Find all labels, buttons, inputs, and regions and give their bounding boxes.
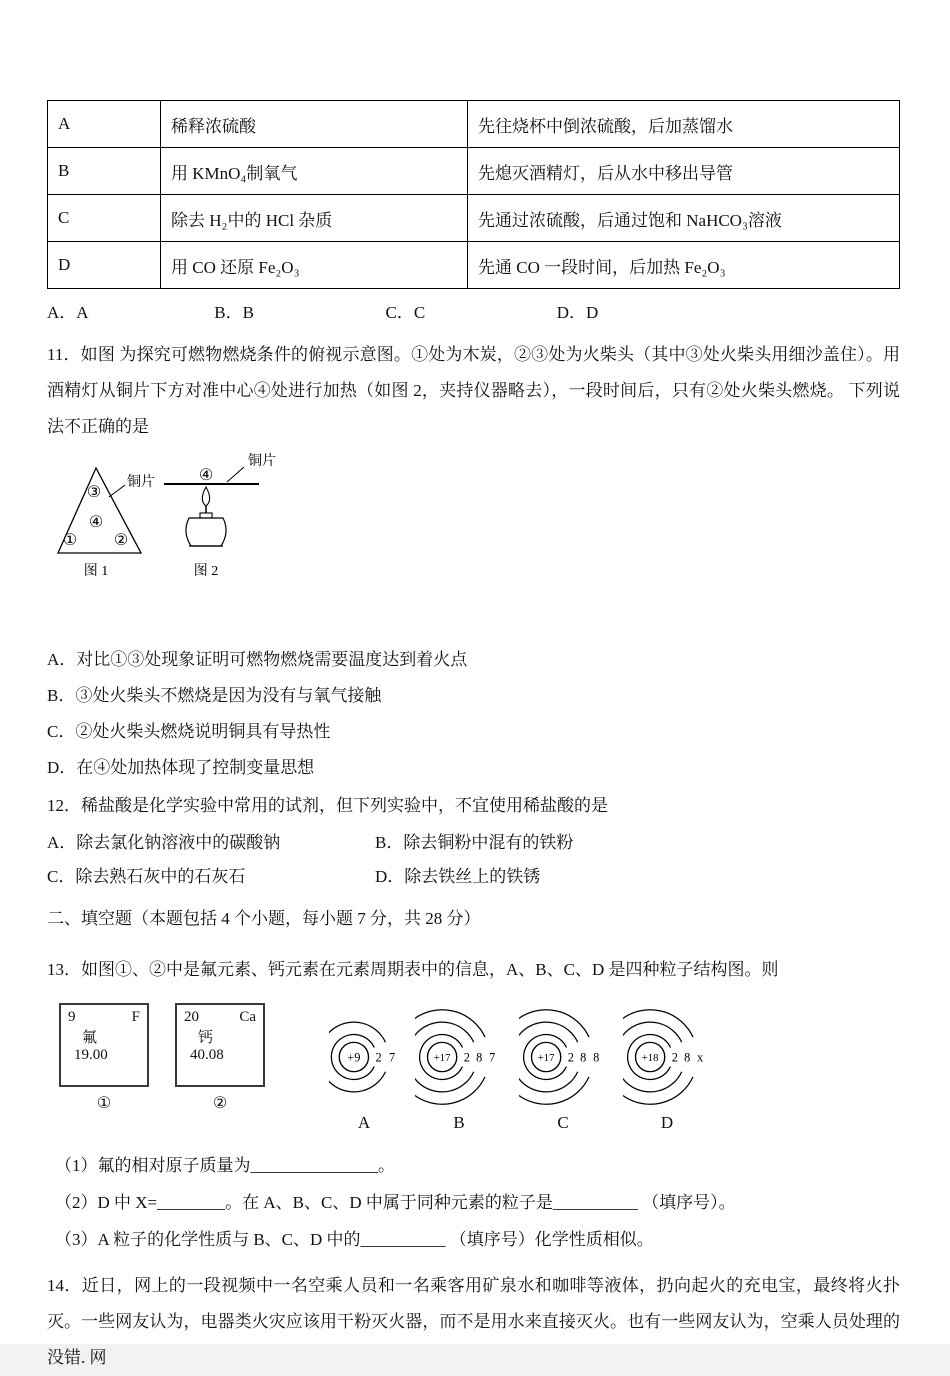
question-13-blanks xyxy=(47,1147,900,1258)
row-experiment: 稀释浓硫酸 xyxy=(161,101,468,148)
row-option: C xyxy=(48,195,161,242)
lamp-body xyxy=(186,518,226,546)
row-option: B xyxy=(48,148,161,195)
row-option: D xyxy=(48,242,161,289)
fig1-copper-label: 铜片 xyxy=(127,475,155,490)
row-experiment: 用 KMnO₄制氧气 xyxy=(161,148,468,195)
particle-A-label: A xyxy=(357,1113,371,1132)
q13-blank-1: （1）氟的相对原子质量为_______________。 xyxy=(55,1156,395,1175)
q12-option-d: D．除去铁丝上的铁锈 xyxy=(375,867,541,886)
fig2-copper-pointer-line xyxy=(227,467,244,482)
question-11-options xyxy=(47,642,900,786)
row-operation: 先往烧杯中倒浓硫酸，后加蒸馏水 xyxy=(468,101,900,148)
particle-B-shell-3: 7 xyxy=(489,1050,496,1065)
element-name: 氟 xyxy=(82,1030,98,1046)
answer-choice-b: B．B xyxy=(214,303,254,322)
q12-option-b: B．除去铜粉中混有的铁粉 xyxy=(375,833,574,852)
particle-D-nucleus: +18 xyxy=(641,1051,659,1064)
particle-A-shell-1: 2 xyxy=(375,1050,382,1065)
row-experiment: 用 CO 还原 Fe₂O₃ xyxy=(161,242,468,289)
element-cell-fluorine-wrap xyxy=(59,1003,149,1113)
element-cell-calcium-wrap xyxy=(175,1003,265,1113)
element-number: 20 xyxy=(184,1009,199,1025)
particle-D-diagram xyxy=(623,1003,711,1111)
particle-A-diagram xyxy=(329,1003,399,1111)
particle-B-nucleus: +17 xyxy=(433,1051,451,1064)
particle-C-label: C xyxy=(557,1113,569,1132)
question-11-figure xyxy=(51,453,900,598)
particle-B-shell-2: 8 xyxy=(476,1050,483,1065)
question-13-figure xyxy=(59,1003,900,1133)
answer-choices-row xyxy=(47,298,900,323)
element-number: 9 xyxy=(68,1009,76,1025)
q13-blank-2: （2）D 中 X=________。在 A、B、C、D 中属于同种元素的粒子是__________ （填序号）。 xyxy=(55,1193,736,1212)
element-symbol: Ca xyxy=(239,1009,256,1025)
answer-choice-d: D．D xyxy=(556,303,599,322)
particle-C-nucleus: +17 xyxy=(537,1051,555,1064)
question-14-stem: 14．近日，网上的一段视频中一名空乘人员和一名乘客用矿泉水和咖啡等液体，扔向起火的充电宝，最终将火扑灭。一些网友认为，电器类火灾应该用干粉灭火器，而不是用水来直接灭火。也有一些网友认为，空乘人员处理的没错. 网 xyxy=(47,1276,900,1367)
q11-option-c: C．②处火柴头燃烧说明铜具有导热性 xyxy=(47,722,331,741)
row-operation: 先熄灭酒精灯，后从水中移出导管 xyxy=(468,148,900,195)
element-cell-fluorine xyxy=(59,1003,149,1087)
element-mass: 40.08 xyxy=(190,1047,224,1063)
lamp-neck xyxy=(200,513,212,518)
element-tag-1: ① xyxy=(96,1095,112,1112)
fig1-position-4: ④ xyxy=(88,514,104,531)
fig1-position-2: ② xyxy=(113,532,129,549)
question-table xyxy=(47,100,900,289)
particle-A xyxy=(329,1003,399,1133)
question-11-stem: 11．如图 为探究可燃物燃烧条件的俯视示意图。①处为木炭，②③处为火柴头（其中③处火柴头用细沙盖住）。用酒精灯从铜片下方对准中心④处进行加热（如图 2，夹持仪器略去），一段时间后，只有②处火柴头燃烧。 下列说法不正确的是 xyxy=(47,345,900,436)
lamp-flame xyxy=(202,487,210,506)
table-row xyxy=(48,148,900,195)
particle-D-shell-1: 2 xyxy=(671,1050,678,1065)
question-12-stem: 12．稀盐酸是化学实验中常用的试剂，但下列实验中，不宜使用稀盐酸的是 xyxy=(47,796,608,815)
q12-option-c: C．除去熟石灰中的石灰石 xyxy=(47,867,246,886)
answer-choice-c: C．C xyxy=(385,303,426,322)
table-row xyxy=(48,195,900,242)
element-cell-calcium xyxy=(175,1003,265,1087)
element-symbol: F xyxy=(131,1009,140,1025)
fig2-copper-label: 铜片 xyxy=(248,454,276,469)
q13-blank-3: （3）A 粒子的化学性质与 B、C、D 中的__________ （填序号）化学性质相似。 xyxy=(55,1230,654,1249)
particle-B xyxy=(415,1003,503,1133)
question-12-options xyxy=(47,826,900,894)
fig1-caption: 图 1 xyxy=(83,564,109,579)
fig2-caption: 图 2 xyxy=(193,564,219,579)
question-13-stem: 13．如图①、②中是氟元素、钙元素在元素周期表中的信息，A、B、C、D 是四种粒子结构图。则 xyxy=(47,960,779,979)
particle-C-shell-1: 2 xyxy=(567,1050,574,1065)
element-tag-2: ② xyxy=(212,1095,228,1112)
fig1-position-3: ③ xyxy=(86,484,102,501)
section-2-header: 二、填空题（本题包括 4 个小题，每小题 7 分，共 28 分） xyxy=(47,909,481,928)
particle-C xyxy=(519,1003,607,1133)
particle-A-nucleus: +9 xyxy=(347,1050,361,1065)
particle-C-diagram xyxy=(519,1003,607,1111)
particle-B-shell-1: 2 xyxy=(463,1050,470,1065)
row-option: A xyxy=(48,101,161,148)
row-operation: 先通过浓硫酸，后通过饱和 NaHCO₃溶液 xyxy=(468,195,900,242)
table-row xyxy=(48,101,900,148)
particle-D-label: D xyxy=(660,1113,674,1132)
particle-D-shell-3: x xyxy=(697,1050,704,1065)
particle-B-diagram xyxy=(415,1003,503,1111)
table-row xyxy=(48,242,900,289)
element-mass: 19.00 xyxy=(74,1047,108,1063)
element-name: 钙 xyxy=(198,1030,214,1046)
row-experiment: 除去 H₂中的 HCl 杂质 xyxy=(161,195,468,242)
fig1-position-1: ① xyxy=(62,532,78,549)
particle-D-shell-2: 8 xyxy=(684,1050,691,1065)
particle-B-label: B xyxy=(453,1113,465,1132)
q11-option-b: B．③处火柴头不燃烧是因为没有与氧气接触 xyxy=(47,686,382,705)
particle-A-shell-2: 7 xyxy=(389,1050,396,1065)
combustion-experiment-diagram xyxy=(51,453,351,593)
particle-C-shell-2: 8 xyxy=(580,1050,587,1065)
answer-choice-a: A．A xyxy=(47,303,89,322)
particle-D xyxy=(623,1003,711,1133)
particle-diagrams xyxy=(329,1003,711,1133)
row-operation: 先通 CO 一段时间，后加热 Fe₂O₃ xyxy=(468,242,900,289)
q11-option-a: A．对比①③处现象证明可燃物燃烧需要温度达到着火点 xyxy=(47,650,468,669)
q11-option-d: D．在④处加热体现了控制变量思想 xyxy=(47,758,315,777)
particle-C-shell-3: 8 xyxy=(593,1050,600,1065)
fig2-position-4: ④ xyxy=(198,467,214,484)
q12-option-a: A．除去氯化钠溶液中的碳酸钠 xyxy=(47,833,281,852)
fig1-copper-pointer-line xyxy=(109,485,125,497)
